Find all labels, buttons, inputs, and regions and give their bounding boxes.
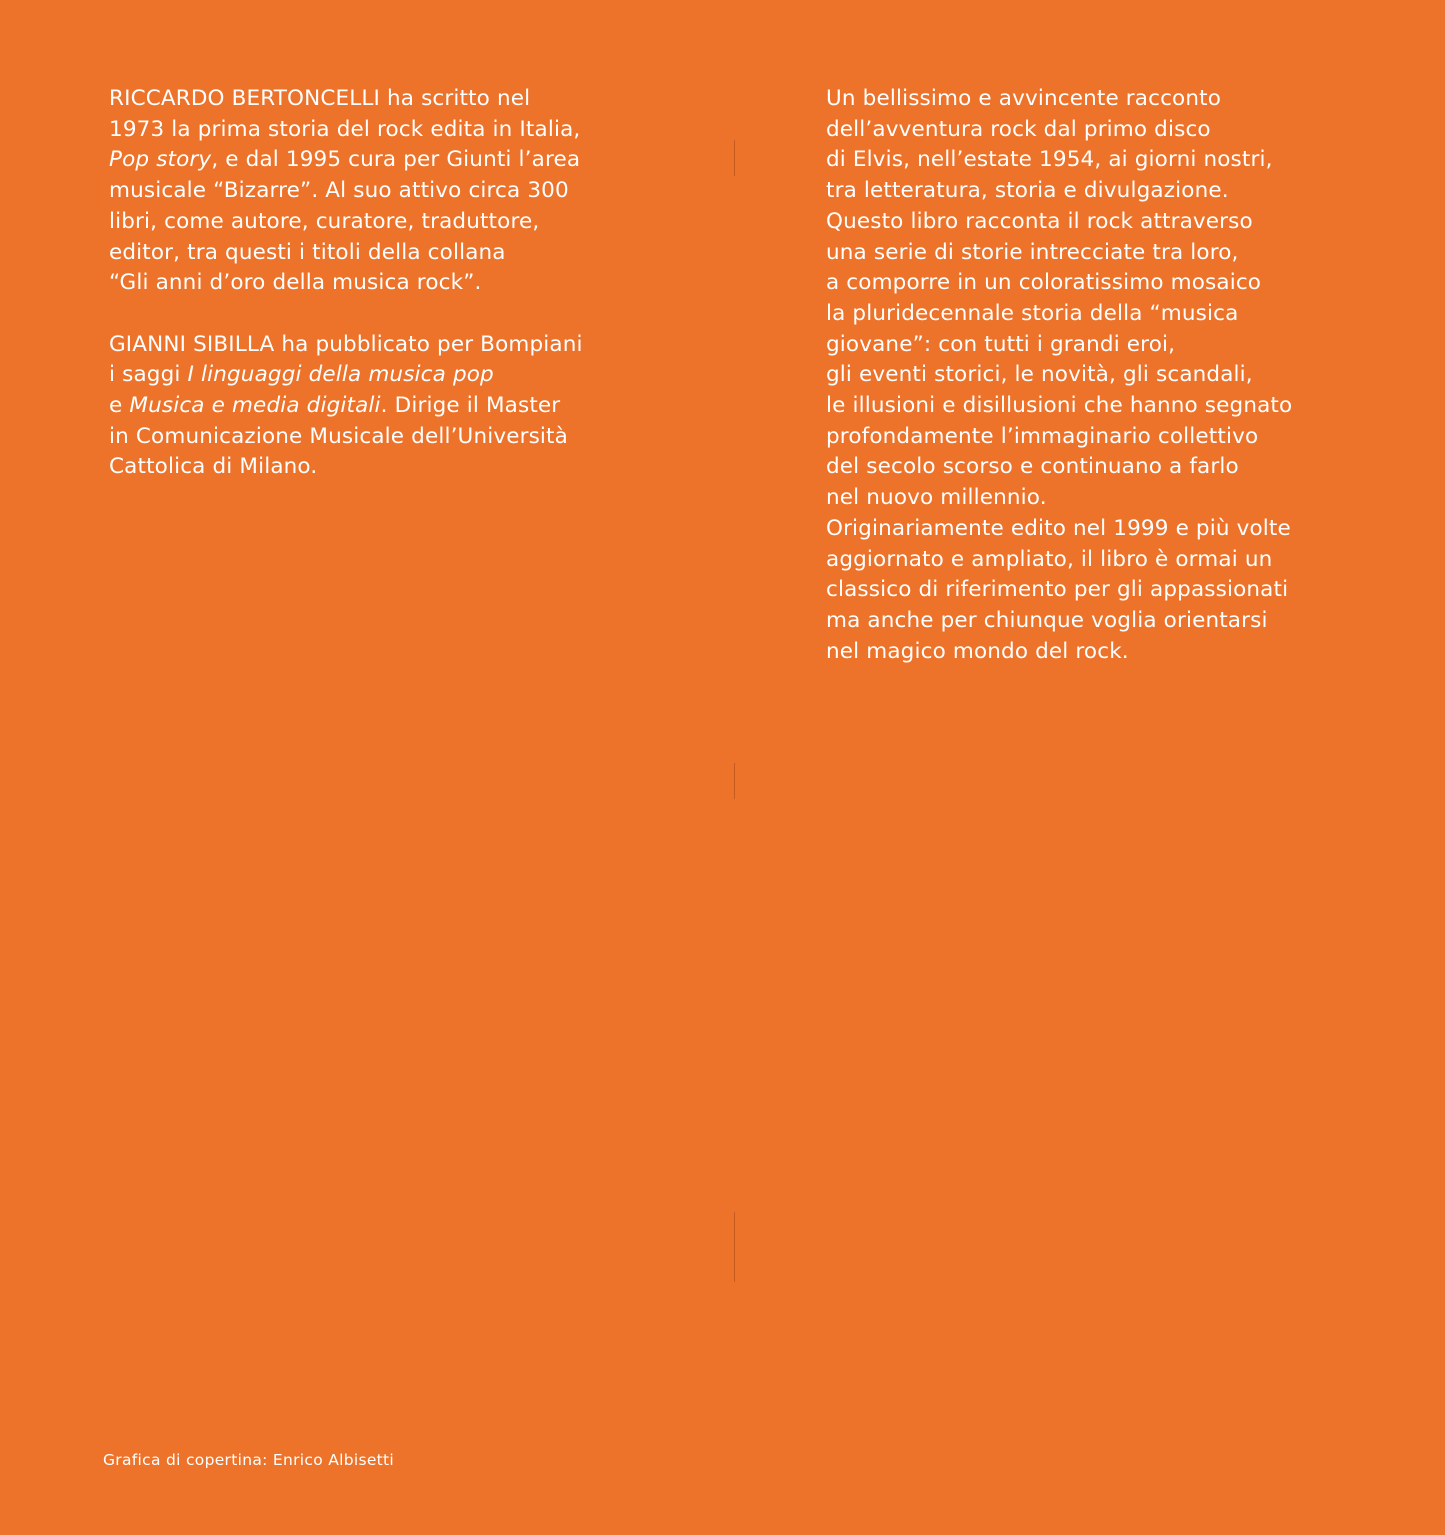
text-line: una serie di storie intrecciate tra loro, (826, 239, 1239, 265)
text-line: profondamente l’immaginario collettivo (826, 423, 1259, 449)
text-line: Cattolica di Milano. (109, 454, 318, 480)
text-line: i saggi I linguaggi della musica pop (109, 362, 494, 388)
cover-design-credit: Grafica di copertina: Enrico Albisetti (103, 1451, 395, 1469)
left-column (109, 84, 699, 483)
text-line: in Comunicazione Musicale dell’Università (109, 423, 568, 449)
author-bio-sibilla (109, 330, 699, 484)
book-blurb (826, 84, 1426, 667)
author-bio-bertoncelli (109, 84, 699, 299)
text-line: nel magico mondo del rock. (826, 638, 1129, 664)
text-line: libri, come autore, curatore, traduttore, (109, 208, 540, 234)
text-line: tra letteratura, storia e divulgazione. (826, 178, 1229, 204)
book-title: Musica e media digitali (129, 393, 381, 419)
text-line: di Elvis, nell’estate 1954, ai giorni nostri, (826, 147, 1273, 173)
text-line: dell’avventura rock dal primo disco (826, 116, 1211, 142)
text-line: RICCARDO BERTONCELLI ha scritto nel (109, 86, 531, 111)
text-line: GIANNI SIBILLA ha pubblicato per Bompiani (109, 331, 583, 357)
text-line: Un bellissimo e avvincente racconto (826, 86, 1222, 111)
text-line: nel nuovo millennio. (826, 485, 1047, 511)
text-line: del secolo scorso e continuano a farlo (826, 454, 1239, 480)
book-title: Pop story (109, 147, 212, 173)
text-line: classico di riferimento per gli appassionati (826, 577, 1289, 603)
text-line: editor, tra questi i titoli della collana (109, 239, 506, 265)
text-line: “Gli anni d’oro della musica rock”. (109, 270, 482, 296)
text-line: a comporre in un coloratissimo mosaico (826, 270, 1262, 296)
text-line: musicale “Bizarre”. Al suo attivo circa 300 (109, 178, 569, 204)
text-line: gli eventi storici, le novità, gli scandali, (826, 362, 1253, 388)
text-line: Questo libro racconta il rock attraverso (826, 208, 1253, 234)
text-line: ma anche per chiunque voglia orientarsi (826, 607, 1268, 633)
text-line: la pluridecennale storia della “musica (826, 300, 1239, 326)
fold-mark (734, 1212, 735, 1282)
book-title: I linguaggi della musica pop (187, 362, 494, 388)
text-line: 1973 la prima storia del rock edita in Italia, (109, 116, 581, 142)
text-line: Pop story, e dal 1995 cura per Giunti l’area (109, 147, 581, 173)
text-line: giovane”: con tutti i grandi eroi, (826, 331, 1176, 357)
text-line: aggiornato e ampliato, il libro è ormai un (826, 546, 1273, 572)
fold-mark (734, 140, 735, 176)
text-line: e Musica e media digitali. Dirige il Master (109, 393, 561, 419)
paragraph-gap (109, 299, 699, 330)
text-line: le illusioni e disillusioni che hanno segnato (826, 393, 1293, 419)
fold-mark (734, 763, 735, 799)
text-line: Originariamente edito nel 1999 e più volte (826, 515, 1291, 541)
